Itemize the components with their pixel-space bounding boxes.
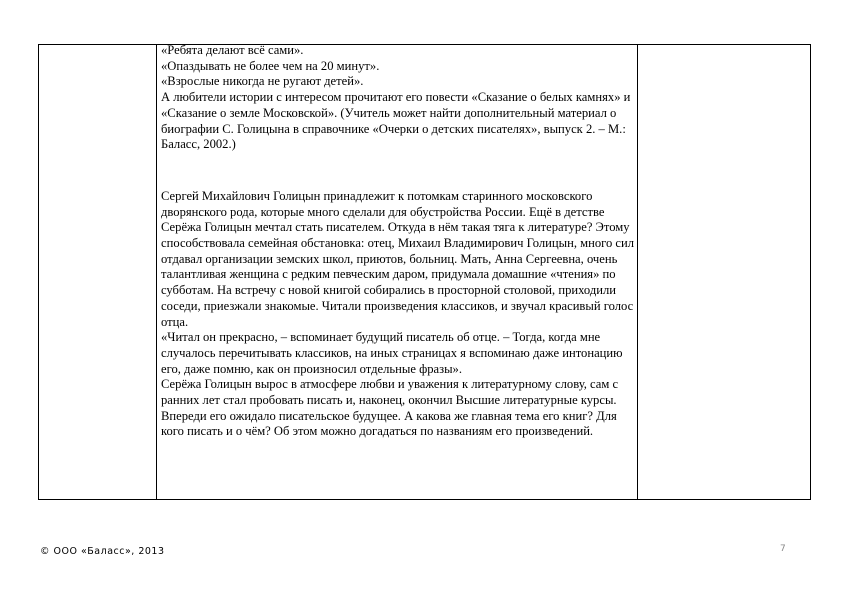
paragraph-1: «Ребята делают всё сами». [161, 43, 304, 57]
paragraph-5: Сергей Михайлович Голицын принадлежит к потомкам старинного московского дворянского рода, которые много сделали для обустройства России. Ещё в детстве Серёжа Голицын мечтал стать писателем. Откуда в нём такая тяга к литературе? Этому способствовала семейная обстановка: отец, Михаил Владимирович Голицын, много сил отдавал организации земских школ, приютов, больниц. Мать, Анна Сергеевна, очень талантливая женщина с редким певческим даром, придумала домашние «чтения» по субботам. На встречу с новой книгой собирались в просторной столовой, приходили соседи, приезжали знакомые. Читали произведения классиков, и звучал красивый голос отца. [161, 188, 635, 329]
text-column-cell [157, 45, 638, 500]
paragraph-2: «Опаздывать не более чем на 20 минут». [161, 58, 380, 73]
table-row [39, 45, 811, 500]
paragraph-gap [161, 153, 637, 189]
copyright-footer: © ООО «Баласс», 2013 [40, 546, 165, 557]
paragraph-3: «Взрослые никогда не ругают детей». [161, 74, 364, 89]
right-column-cell [638, 45, 811, 500]
paragraph-7: Серёжа Голицын вырос в атмосфере любви и уважения к литературному слову, сам с ранних лет стал пробовать писать и, наконец, окончил Высшие литературные курсы. Впереди его ожидало писательское будущее. А какова же главная тема его книг? Для кого писать и о чём? Об этом можно догадаться по названиям его произведений. [161, 377, 619, 439]
left-column-cell [39, 45, 157, 500]
page-number: 7 [780, 544, 786, 554]
paragraph-4: А любители истории с интересом прочитают его повести «Сказание о белых камнях» и «Сказание о земле Московской». (Учитель может найти дополнительный материал о биографии С. Голицына в справочнике «Очерки о детских писателях», выпуск 2. – М.: Баласс, 2002.) [161, 90, 631, 152]
text-block [157, 43, 637, 440]
paragraph-6: «Читал он прекрасно, – вспоминает будущий писатель об отце. – Тогда, когда мне случалось перечитывать классиков, на иных страницах я вспоминаю даже интонацию его, даже помню, как он произносил отдельные фразы». [161, 330, 623, 376]
content-table [38, 44, 811, 500]
